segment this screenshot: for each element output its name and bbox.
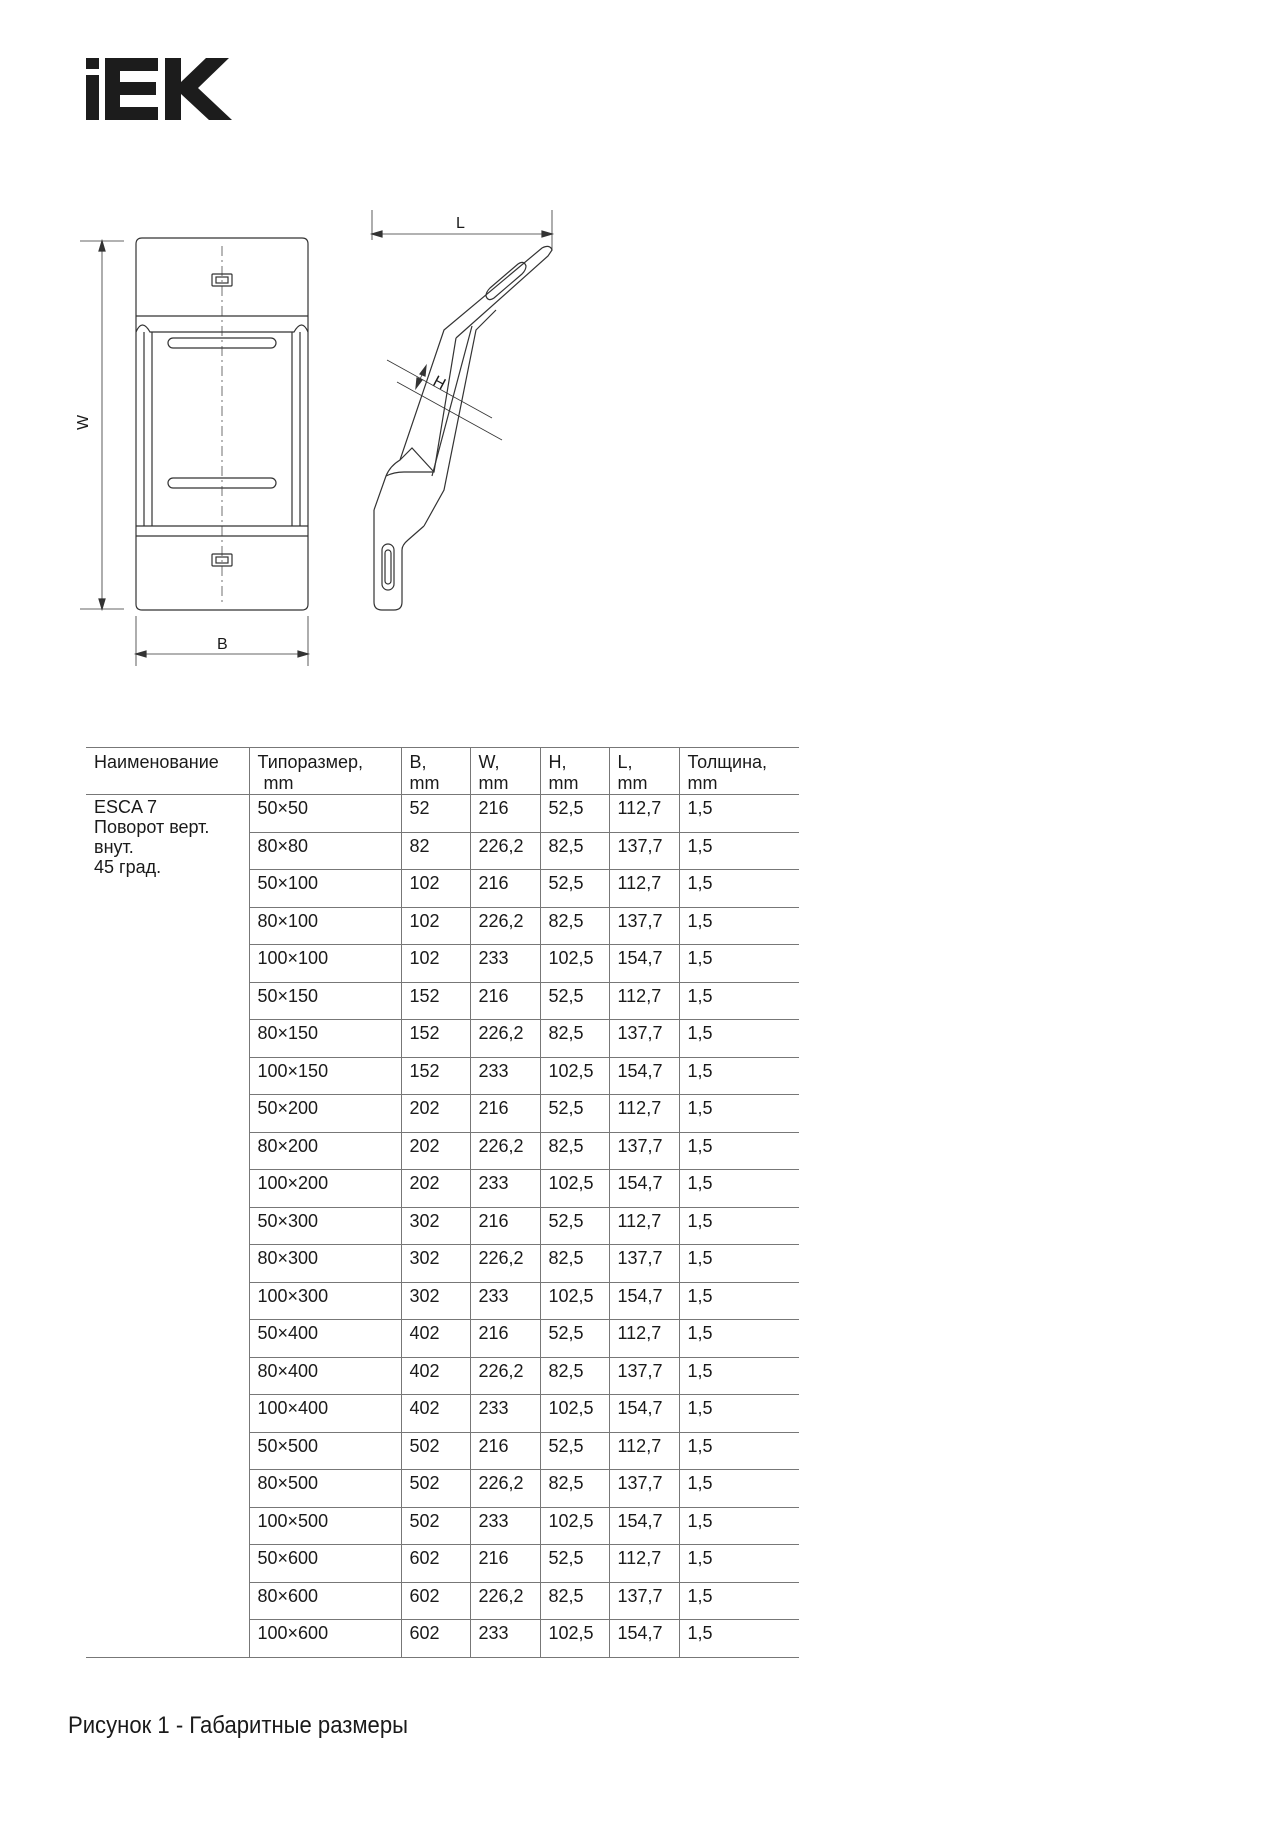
table-cell: 102,5 xyxy=(540,1620,609,1658)
table-cell: 80×500 xyxy=(249,1470,401,1508)
table-cell: 302 xyxy=(401,1207,470,1245)
table-cell: 112,7 xyxy=(609,1545,679,1583)
side-view-drawing xyxy=(372,210,572,620)
table-cell: 1,5 xyxy=(679,832,799,870)
table-cell: 152 xyxy=(401,1057,470,1095)
table-cell: 1,5 xyxy=(679,1432,799,1470)
column-header xyxy=(86,748,249,795)
table-cell: 202 xyxy=(401,1132,470,1170)
table-cell: 233 xyxy=(470,1395,540,1433)
table-cell: 112,7 xyxy=(609,1095,679,1133)
table-cell: 80×200 xyxy=(249,1132,401,1170)
table-cell: 233 xyxy=(470,1282,540,1320)
column-header-line2: mm xyxy=(617,773,648,793)
table-cell: 102,5 xyxy=(540,1507,609,1545)
table-cell: 52,5 xyxy=(540,982,609,1020)
table-cell: 233 xyxy=(470,945,540,983)
dim-b-label: B xyxy=(217,636,228,653)
table-cell: 112,7 xyxy=(609,982,679,1020)
table-cell: 52 xyxy=(401,795,470,833)
table-cell: 100×100 xyxy=(249,945,401,983)
table-cell: 50×50 xyxy=(249,795,401,833)
table-cell: 216 xyxy=(470,1545,540,1583)
table-cell: 82,5 xyxy=(540,1357,609,1395)
table-cell: 102,5 xyxy=(540,1170,609,1208)
product-name-cell xyxy=(86,795,249,1658)
column-header-line2: mm xyxy=(687,773,718,793)
table-cell: 80×300 xyxy=(249,1245,401,1283)
dim-l-label: L xyxy=(456,215,465,232)
table-cell: 1,5 xyxy=(679,1582,799,1620)
table-cell: 112,7 xyxy=(609,870,679,908)
table-cell: 1,5 xyxy=(679,1470,799,1508)
column-header-line1: L, xyxy=(617,752,633,772)
table-cell: 100×150 xyxy=(249,1057,401,1095)
table-cell: 152 xyxy=(401,1020,470,1058)
table-cell: 302 xyxy=(401,1245,470,1283)
table-cell: 82,5 xyxy=(540,1132,609,1170)
table-cell: 1,5 xyxy=(679,1320,799,1358)
table-cell: 1,5 xyxy=(679,1132,799,1170)
table-cell: 52,5 xyxy=(540,795,609,833)
table-cell: 100×200 xyxy=(249,1170,401,1208)
table-cell: 1,5 xyxy=(679,982,799,1020)
table-cell: 52,5 xyxy=(540,1320,609,1358)
table-cell: 1,5 xyxy=(679,1207,799,1245)
table-cell: 226,2 xyxy=(470,1582,540,1620)
column-header-line1: H, xyxy=(548,752,567,772)
table-cell: 154,7 xyxy=(609,1057,679,1095)
table-cell: 1,5 xyxy=(679,795,799,833)
table-cell: 1,5 xyxy=(679,870,799,908)
table-cell: 1,5 xyxy=(679,1170,799,1208)
table-cell: 137,7 xyxy=(609,1020,679,1058)
table-cell: 154,7 xyxy=(609,1282,679,1320)
table-cell: 80×80 xyxy=(249,832,401,870)
table-cell: 50×400 xyxy=(249,1320,401,1358)
table-cell: 1,5 xyxy=(679,1095,799,1133)
column-header xyxy=(401,748,470,795)
table-cell: 154,7 xyxy=(609,945,679,983)
table-cell: 216 xyxy=(470,870,540,908)
table-cell: 216 xyxy=(470,1432,540,1470)
table-cell: 102 xyxy=(401,945,470,983)
column-header xyxy=(540,748,609,795)
table-cell: 402 xyxy=(401,1320,470,1358)
table-cell: 216 xyxy=(470,982,540,1020)
table-cell: 82,5 xyxy=(540,1020,609,1058)
table-cell: 154,7 xyxy=(609,1170,679,1208)
table-cell: 233 xyxy=(470,1170,540,1208)
table-cell: 302 xyxy=(401,1282,470,1320)
table-cell: 50×150 xyxy=(249,982,401,1020)
column-header xyxy=(470,748,540,795)
table-cell: 1,5 xyxy=(679,1245,799,1283)
table-cell: 1,5 xyxy=(679,1057,799,1095)
table-cell: 154,7 xyxy=(609,1395,679,1433)
column-header-line1: B, xyxy=(409,752,427,772)
table-cell: 233 xyxy=(470,1507,540,1545)
table-cell: 137,7 xyxy=(609,1470,679,1508)
column-header-line2: mm xyxy=(478,773,509,793)
table-cell: 1,5 xyxy=(679,1282,799,1320)
table-cell: 1,5 xyxy=(679,1507,799,1545)
table-cell: 1,5 xyxy=(679,1020,799,1058)
column-header-line2: mm xyxy=(263,773,294,793)
table-cell: 112,7 xyxy=(609,1207,679,1245)
table-cell: 602 xyxy=(401,1620,470,1658)
table-cell: 82,5 xyxy=(540,907,609,945)
table-cell: 1,5 xyxy=(679,1545,799,1583)
table-cell: 80×400 xyxy=(249,1357,401,1395)
table-cell: 226,2 xyxy=(470,1020,540,1058)
dim-w-label: W xyxy=(75,414,92,430)
table-cell: 80×150 xyxy=(249,1020,401,1058)
table-cell: 137,7 xyxy=(609,1245,679,1283)
table-cell: 502 xyxy=(401,1432,470,1470)
table-cell: 226,2 xyxy=(470,1357,540,1395)
table-cell: 1,5 xyxy=(679,1620,799,1658)
table-cell: 602 xyxy=(401,1582,470,1620)
table-cell: 202 xyxy=(401,1170,470,1208)
table-cell: 50×600 xyxy=(249,1545,401,1583)
table-cell: 216 xyxy=(470,1320,540,1358)
column-header-line1: Толщина, xyxy=(687,752,768,772)
table-cell: 52,5 xyxy=(540,1432,609,1470)
table-row xyxy=(86,795,799,833)
column-header xyxy=(679,748,799,795)
table-cell: 52,5 xyxy=(540,1095,609,1133)
column-header-line1: Типоразмер, xyxy=(257,752,363,772)
table-cell: 1,5 xyxy=(679,1357,799,1395)
column-header-line1: W, xyxy=(478,752,500,772)
table-cell: 102,5 xyxy=(540,1057,609,1095)
table-cell: 1,5 xyxy=(679,945,799,983)
column-header-line1: Наименование xyxy=(94,752,219,772)
table-cell: 226,2 xyxy=(470,832,540,870)
table-cell: 137,7 xyxy=(609,1357,679,1395)
table-cell: 82,5 xyxy=(540,832,609,870)
table-cell: 137,7 xyxy=(609,907,679,945)
table-cell: 216 xyxy=(470,1207,540,1245)
table-cell: 80×600 xyxy=(249,1582,401,1620)
table-cell: 1,5 xyxy=(679,1395,799,1433)
table-cell: 502 xyxy=(401,1470,470,1508)
table-cell: 52,5 xyxy=(540,870,609,908)
table-cell: 52,5 xyxy=(540,1545,609,1583)
table-cell: 233 xyxy=(470,1057,540,1095)
table-cell: 154,7 xyxy=(609,1620,679,1658)
table-cell: 226,2 xyxy=(470,1470,540,1508)
product-name-line: Поворот верт. xyxy=(94,817,210,837)
table-cell: 102 xyxy=(401,907,470,945)
table-cell: 137,7 xyxy=(609,1582,679,1620)
table-cell: 216 xyxy=(470,1095,540,1133)
table-cell: 216 xyxy=(470,795,540,833)
column-header-line2: mm xyxy=(409,773,440,793)
table-cell: 502 xyxy=(401,1507,470,1545)
table-cell: 100×600 xyxy=(249,1620,401,1658)
table-cell: 50×200 xyxy=(249,1095,401,1133)
dimensions-table xyxy=(86,747,799,1658)
table-cell: 112,7 xyxy=(609,1320,679,1358)
column-header xyxy=(249,748,401,795)
table-cell: 100×300 xyxy=(249,1282,401,1320)
column-header xyxy=(609,748,679,795)
table-cell: 82,5 xyxy=(540,1245,609,1283)
table-cell: 82,5 xyxy=(540,1470,609,1508)
product-name-line: ESCA 7 xyxy=(94,797,158,817)
table-cell: 100×500 xyxy=(249,1507,401,1545)
table-cell: 112,7 xyxy=(609,795,679,833)
table-cell: 1,5 xyxy=(679,907,799,945)
product-name-line: 45 град. xyxy=(94,857,162,877)
table-cell: 226,2 xyxy=(470,1245,540,1283)
table-cell: 102,5 xyxy=(540,945,609,983)
dim-h-label: H xyxy=(430,373,449,394)
table-body xyxy=(86,795,799,1658)
table-cell: 102 xyxy=(401,870,470,908)
table-cell: 402 xyxy=(401,1395,470,1433)
table-cell: 152 xyxy=(401,982,470,1020)
table-cell: 102,5 xyxy=(540,1282,609,1320)
table-header-row xyxy=(86,748,799,795)
table-cell: 137,7 xyxy=(609,832,679,870)
table-cell: 602 xyxy=(401,1545,470,1583)
table-cell: 154,7 xyxy=(609,1507,679,1545)
table-cell: 202 xyxy=(401,1095,470,1133)
table-cell: 82 xyxy=(401,832,470,870)
table-cell: 226,2 xyxy=(470,907,540,945)
table-cell: 52,5 xyxy=(540,1207,609,1245)
table-cell: 100×400 xyxy=(249,1395,401,1433)
table-cell: 82,5 xyxy=(540,1582,609,1620)
table-cell: 50×300 xyxy=(249,1207,401,1245)
table-cell: 112,7 xyxy=(609,1432,679,1470)
front-view-drawing xyxy=(75,236,320,686)
iek-logo xyxy=(86,58,242,120)
table-cell: 402 xyxy=(401,1357,470,1395)
column-header-line2: mm xyxy=(548,773,579,793)
figure-caption: Рисунок 1 - Габаритные размеры xyxy=(68,1712,408,1739)
table-cell: 50×100 xyxy=(249,870,401,908)
table-cell: 233 xyxy=(470,1620,540,1658)
table-cell: 50×500 xyxy=(249,1432,401,1470)
table-cell: 137,7 xyxy=(609,1132,679,1170)
product-name-line: внут. xyxy=(94,837,134,857)
table-cell: 80×100 xyxy=(249,907,401,945)
table-cell: 102,5 xyxy=(540,1395,609,1433)
table-cell: 226,2 xyxy=(470,1132,540,1170)
